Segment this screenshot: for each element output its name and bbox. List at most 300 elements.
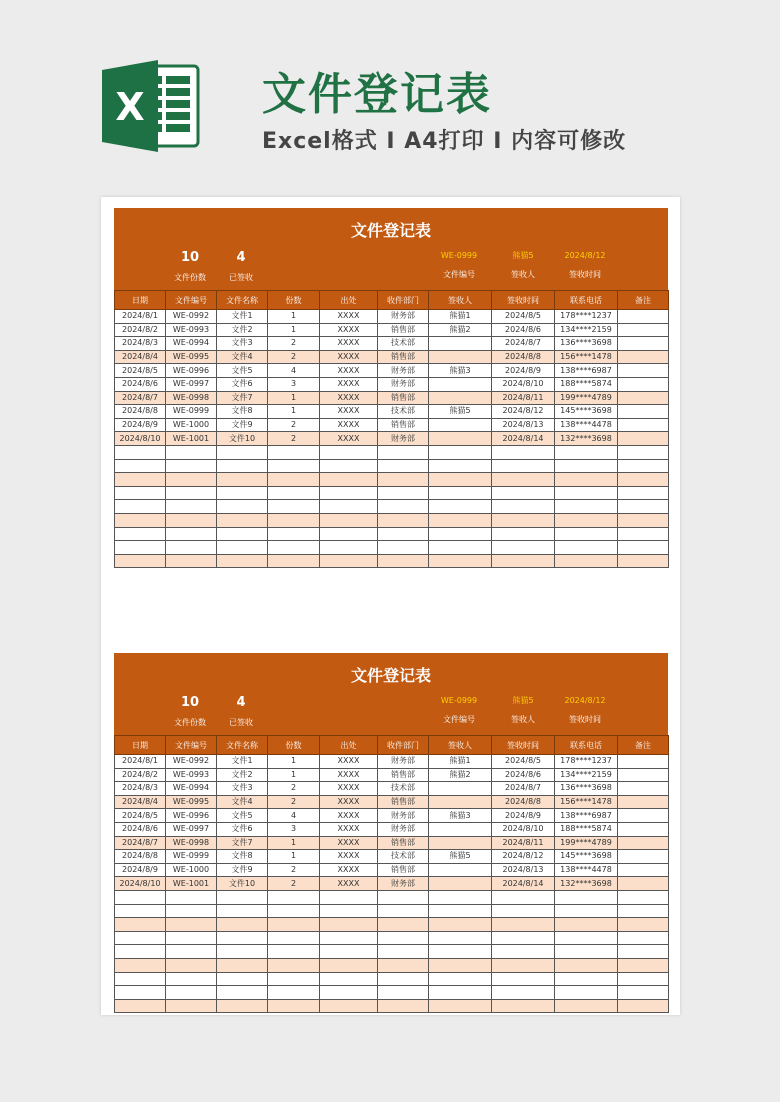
- table-cell[interactable]: [378, 459, 429, 473]
- table-cell[interactable]: WE-0994: [166, 337, 217, 351]
- table-cell[interactable]: 2024/8/4: [115, 795, 166, 809]
- table-cell[interactable]: 销售部: [378, 391, 429, 405]
- table-cell[interactable]: [166, 918, 217, 932]
- table-cell[interactable]: 2024/8/13: [492, 418, 555, 432]
- table-cell[interactable]: 132****3698: [555, 432, 618, 446]
- table-cell[interactable]: [429, 877, 492, 891]
- table-cell[interactable]: 文件5: [217, 809, 268, 823]
- table-cell[interactable]: 145****3698: [555, 405, 618, 419]
- table-cell[interactable]: [378, 958, 429, 972]
- table-cell[interactable]: [429, 836, 492, 850]
- table-cell[interactable]: [320, 931, 378, 945]
- table-cell[interactable]: WE-1000: [166, 418, 217, 432]
- table-cell[interactable]: 技术部: [378, 782, 429, 796]
- table-cell[interactable]: 199****4789: [555, 836, 618, 850]
- table-cell[interactable]: [268, 890, 320, 904]
- table-cell[interactable]: [618, 890, 669, 904]
- table-cell[interactable]: [429, 890, 492, 904]
- table-cell[interactable]: [217, 986, 268, 1000]
- table-cell[interactable]: [320, 904, 378, 918]
- table-cell[interactable]: XXXX: [320, 768, 378, 782]
- table-cell[interactable]: [429, 822, 492, 836]
- table-cell[interactable]: [217, 945, 268, 959]
- table-cell[interactable]: [217, 931, 268, 945]
- table-cell[interactable]: 财务部: [378, 364, 429, 378]
- table-cell[interactable]: [115, 445, 166, 459]
- table-cell[interactable]: [429, 945, 492, 959]
- table-cell[interactable]: 1: [268, 310, 320, 324]
- table-cell[interactable]: [115, 931, 166, 945]
- table-cell[interactable]: 2024/8/6: [492, 323, 555, 337]
- table-cell[interactable]: [320, 972, 378, 986]
- table-cell[interactable]: 销售部: [378, 836, 429, 850]
- table-cell[interactable]: 销售部: [378, 418, 429, 432]
- table-cell[interactable]: XXXX: [320, 877, 378, 891]
- table-cell[interactable]: [555, 486, 618, 500]
- table-cell[interactable]: 2024/8/2: [115, 768, 166, 782]
- table-cell[interactable]: [429, 541, 492, 555]
- table-cell[interactable]: WE-0995: [166, 795, 217, 809]
- table-cell[interactable]: [618, 310, 669, 324]
- table-cell[interactable]: 178****1237: [555, 755, 618, 769]
- table-cell[interactable]: [378, 945, 429, 959]
- table-cell[interactable]: 财务部: [378, 809, 429, 823]
- table-cell[interactable]: WE-0997: [166, 377, 217, 391]
- table-cell[interactable]: 销售部: [378, 323, 429, 337]
- table-cell[interactable]: 3: [268, 377, 320, 391]
- table-cell[interactable]: 2024/8/8: [115, 405, 166, 419]
- table-cell[interactable]: [618, 863, 669, 877]
- table-cell[interactable]: [378, 972, 429, 986]
- table-cell[interactable]: 156****1478: [555, 350, 618, 364]
- table-cell[interactable]: 财务部: [378, 822, 429, 836]
- table-cell[interactable]: [378, 918, 429, 932]
- table-cell[interactable]: 文件10: [217, 877, 268, 891]
- table-cell[interactable]: 2024/8/7: [492, 782, 555, 796]
- table-cell[interactable]: [268, 958, 320, 972]
- table-cell[interactable]: [555, 527, 618, 541]
- table-cell[interactable]: 2024/8/13: [492, 863, 555, 877]
- table-cell[interactable]: 2024/8/14: [492, 432, 555, 446]
- table-cell[interactable]: 2024/8/11: [492, 391, 555, 405]
- table-cell[interactable]: [268, 473, 320, 487]
- table-cell[interactable]: 熊猫1: [429, 310, 492, 324]
- table-cell[interactable]: [217, 958, 268, 972]
- table-cell[interactable]: [320, 541, 378, 555]
- table-cell[interactable]: WE-0999: [166, 405, 217, 419]
- table-cell[interactable]: 销售部: [378, 795, 429, 809]
- table-cell[interactable]: [268, 945, 320, 959]
- table-cell[interactable]: [618, 768, 669, 782]
- table-cell[interactable]: [320, 986, 378, 1000]
- table-cell[interactable]: WE-0992: [166, 310, 217, 324]
- table-cell[interactable]: 2024/8/1: [115, 310, 166, 324]
- table-cell[interactable]: [115, 999, 166, 1013]
- table-cell[interactable]: [492, 459, 555, 473]
- table-cell[interactable]: [618, 904, 669, 918]
- table-cell[interactable]: [268, 554, 320, 568]
- table-cell[interactable]: [492, 486, 555, 500]
- table-cell[interactable]: [378, 527, 429, 541]
- table-cell[interactable]: 2024/8/5: [492, 310, 555, 324]
- table-cell[interactable]: [492, 513, 555, 527]
- table-cell[interactable]: [618, 945, 669, 959]
- table-cell[interactable]: [429, 350, 492, 364]
- table-cell[interactable]: 4: [268, 364, 320, 378]
- table-cell[interactable]: [115, 459, 166, 473]
- table-cell[interactable]: 1: [268, 405, 320, 419]
- table-cell[interactable]: 2024/8/10: [115, 877, 166, 891]
- table-cell[interactable]: 2: [268, 337, 320, 351]
- table-cell[interactable]: [618, 822, 669, 836]
- table-cell[interactable]: 熊猫5: [429, 405, 492, 419]
- table-cell[interactable]: WE-0993: [166, 323, 217, 337]
- table-cell[interactable]: [166, 972, 217, 986]
- table-cell[interactable]: WE-0995: [166, 350, 217, 364]
- table-cell[interactable]: 3: [268, 822, 320, 836]
- table-cell[interactable]: [115, 918, 166, 932]
- table-cell[interactable]: [618, 931, 669, 945]
- table-cell[interactable]: 1: [268, 755, 320, 769]
- table-cell[interactable]: [166, 445, 217, 459]
- table-cell[interactable]: 2024/8/5: [115, 364, 166, 378]
- table-cell[interactable]: 文件6: [217, 822, 268, 836]
- table-cell[interactable]: [268, 904, 320, 918]
- table-cell[interactable]: XXXX: [320, 863, 378, 877]
- table-cell[interactable]: 1: [268, 836, 320, 850]
- table-cell[interactable]: [618, 459, 669, 473]
- table-cell[interactable]: 2024/8/9: [492, 809, 555, 823]
- table-cell[interactable]: XXXX: [320, 755, 378, 769]
- table-cell[interactable]: [217, 999, 268, 1013]
- table-cell[interactable]: 199****4789: [555, 391, 618, 405]
- table-cell[interactable]: 2024/8/11: [492, 836, 555, 850]
- table-cell[interactable]: [555, 554, 618, 568]
- table-cell[interactable]: 2024/8/5: [492, 755, 555, 769]
- table-cell[interactable]: 文件1: [217, 755, 268, 769]
- table-cell[interactable]: [555, 890, 618, 904]
- table-cell[interactable]: [555, 931, 618, 945]
- table-cell[interactable]: [378, 473, 429, 487]
- table-cell[interactable]: WE-0998: [166, 391, 217, 405]
- table-cell[interactable]: [492, 890, 555, 904]
- table-cell[interactable]: 文件9: [217, 863, 268, 877]
- table-cell[interactable]: [166, 513, 217, 527]
- table-cell[interactable]: 文件3: [217, 337, 268, 351]
- table-cell[interactable]: XXXX: [320, 310, 378, 324]
- table-cell[interactable]: XXXX: [320, 782, 378, 796]
- table-cell[interactable]: 2024/8/8: [492, 795, 555, 809]
- table-cell[interactable]: [555, 972, 618, 986]
- table-cell[interactable]: 熊猫5: [429, 850, 492, 864]
- table-cell[interactable]: XXXX: [320, 836, 378, 850]
- table-cell[interactable]: 财务部: [378, 755, 429, 769]
- table-cell[interactable]: [378, 445, 429, 459]
- table-cell[interactable]: 2024/8/2: [115, 323, 166, 337]
- table-cell[interactable]: 技术部: [378, 850, 429, 864]
- table-cell[interactable]: 2024/8/9: [492, 364, 555, 378]
- table-cell[interactable]: XXXX: [320, 377, 378, 391]
- table-cell[interactable]: [429, 527, 492, 541]
- table-cell[interactable]: [618, 513, 669, 527]
- table-cell[interactable]: [320, 486, 378, 500]
- table-cell[interactable]: [618, 350, 669, 364]
- table-cell[interactable]: 2024/8/9: [115, 418, 166, 432]
- table-cell[interactable]: [429, 863, 492, 877]
- table-cell[interactable]: [268, 931, 320, 945]
- table-cell[interactable]: [268, 999, 320, 1013]
- table-cell[interactable]: 1: [268, 850, 320, 864]
- table-cell[interactable]: [429, 986, 492, 1000]
- table-cell[interactable]: [492, 945, 555, 959]
- table-cell[interactable]: [320, 999, 378, 1013]
- table-cell[interactable]: [429, 904, 492, 918]
- table-cell[interactable]: [618, 337, 669, 351]
- table-cell[interactable]: 2024/8/10: [115, 432, 166, 446]
- table-cell[interactable]: 1: [268, 768, 320, 782]
- table-cell[interactable]: [320, 459, 378, 473]
- table-cell[interactable]: [115, 945, 166, 959]
- table-cell[interactable]: [217, 904, 268, 918]
- table-cell[interactable]: 财务部: [378, 432, 429, 446]
- table-cell[interactable]: [492, 918, 555, 932]
- table-cell[interactable]: 技术部: [378, 405, 429, 419]
- table-cell[interactable]: 销售部: [378, 768, 429, 782]
- table-cell[interactable]: [115, 500, 166, 514]
- table-cell[interactable]: 文件2: [217, 768, 268, 782]
- table-cell[interactable]: [320, 945, 378, 959]
- table-cell[interactable]: [166, 999, 217, 1013]
- table-cell[interactable]: 2: [268, 877, 320, 891]
- table-cell[interactable]: [166, 486, 217, 500]
- table-cell[interactable]: 138****6987: [555, 809, 618, 823]
- table-cell[interactable]: [429, 972, 492, 986]
- table-cell[interactable]: [115, 527, 166, 541]
- table-cell[interactable]: [429, 782, 492, 796]
- table-cell[interactable]: [618, 432, 669, 446]
- table-cell[interactable]: 文件8: [217, 405, 268, 419]
- table-cell[interactable]: [492, 473, 555, 487]
- table-cell[interactable]: XXXX: [320, 364, 378, 378]
- table-cell[interactable]: [115, 513, 166, 527]
- table-cell[interactable]: 2024/8/10: [492, 822, 555, 836]
- table-cell[interactable]: 文件3: [217, 782, 268, 796]
- table-cell[interactable]: [217, 890, 268, 904]
- table-cell[interactable]: [429, 918, 492, 932]
- table-cell[interactable]: [555, 904, 618, 918]
- table-cell[interactable]: [115, 972, 166, 986]
- table-cell[interactable]: [429, 459, 492, 473]
- table-cell[interactable]: [618, 782, 669, 796]
- table-cell[interactable]: WE-1001: [166, 432, 217, 446]
- table-cell[interactable]: [492, 972, 555, 986]
- table-cell[interactable]: [555, 541, 618, 555]
- table-cell[interactable]: 2024/8/10: [492, 377, 555, 391]
- table-cell[interactable]: 2024/8/6: [492, 768, 555, 782]
- table-cell[interactable]: 财务部: [378, 310, 429, 324]
- table-cell[interactable]: 2024/8/8: [492, 350, 555, 364]
- table-cell[interactable]: [217, 445, 268, 459]
- table-cell[interactable]: [217, 541, 268, 555]
- table-cell[interactable]: [217, 918, 268, 932]
- table-cell[interactable]: [555, 513, 618, 527]
- table-cell[interactable]: [618, 877, 669, 891]
- table-cell[interactable]: [618, 500, 669, 514]
- table-cell[interactable]: [115, 541, 166, 555]
- table-cell[interactable]: 145****3698: [555, 850, 618, 864]
- table-cell[interactable]: [618, 391, 669, 405]
- table-cell[interactable]: 熊猫1: [429, 755, 492, 769]
- table-cell[interactable]: [618, 836, 669, 850]
- table-cell[interactable]: 文件4: [217, 795, 268, 809]
- table-cell[interactable]: [115, 486, 166, 500]
- table-cell[interactable]: [268, 541, 320, 555]
- table-cell[interactable]: [429, 486, 492, 500]
- table-cell[interactable]: 136****3698: [555, 337, 618, 351]
- table-cell[interactable]: 财务部: [378, 877, 429, 891]
- table-cell[interactable]: XXXX: [320, 405, 378, 419]
- table-cell[interactable]: 熊猫3: [429, 364, 492, 378]
- table-cell[interactable]: [429, 377, 492, 391]
- table-cell[interactable]: 138****4478: [555, 863, 618, 877]
- table-cell[interactable]: 1: [268, 391, 320, 405]
- table-cell[interactable]: [378, 986, 429, 1000]
- table-cell[interactable]: [166, 945, 217, 959]
- table-cell[interactable]: [618, 554, 669, 568]
- table-cell[interactable]: [378, 486, 429, 500]
- table-cell[interactable]: [378, 513, 429, 527]
- table-cell[interactable]: XXXX: [320, 350, 378, 364]
- table-cell[interactable]: [268, 486, 320, 500]
- table-cell[interactable]: [555, 958, 618, 972]
- table-cell[interactable]: 2: [268, 782, 320, 796]
- table-cell[interactable]: [429, 554, 492, 568]
- table-cell[interactable]: [166, 500, 217, 514]
- table-cell[interactable]: [268, 445, 320, 459]
- table-cell[interactable]: [555, 945, 618, 959]
- table-cell[interactable]: XXXX: [320, 795, 378, 809]
- table-cell[interactable]: 134****2159: [555, 768, 618, 782]
- table-cell[interactable]: [618, 755, 669, 769]
- table-cell[interactable]: 2024/8/7: [115, 836, 166, 850]
- table-cell[interactable]: 文件6: [217, 377, 268, 391]
- table-cell[interactable]: 财务部: [378, 377, 429, 391]
- table-cell[interactable]: [492, 958, 555, 972]
- table-cell[interactable]: [320, 500, 378, 514]
- table-cell[interactable]: 2024/8/3: [115, 337, 166, 351]
- table-cell[interactable]: WE-0998: [166, 836, 217, 850]
- table-cell[interactable]: [378, 999, 429, 1013]
- table-cell[interactable]: [320, 445, 378, 459]
- table-cell[interactable]: [320, 958, 378, 972]
- table-cell[interactable]: [378, 904, 429, 918]
- table-cell[interactable]: [429, 473, 492, 487]
- table-cell[interactable]: XXXX: [320, 323, 378, 337]
- table-cell[interactable]: 2024/8/12: [492, 850, 555, 864]
- table-cell[interactable]: XXXX: [320, 850, 378, 864]
- table-cell[interactable]: [492, 541, 555, 555]
- table-cell[interactable]: [618, 918, 669, 932]
- table-cell[interactable]: WE-0996: [166, 809, 217, 823]
- table-cell[interactable]: [320, 473, 378, 487]
- table-cell[interactable]: [618, 486, 669, 500]
- table-cell[interactable]: [378, 500, 429, 514]
- table-cell[interactable]: 1: [268, 323, 320, 337]
- table-cell[interactable]: [555, 445, 618, 459]
- table-cell[interactable]: [268, 972, 320, 986]
- table-cell[interactable]: WE-0997: [166, 822, 217, 836]
- table-cell[interactable]: [268, 527, 320, 541]
- table-cell[interactable]: [320, 890, 378, 904]
- table-cell[interactable]: [429, 500, 492, 514]
- table-cell[interactable]: 138****6987: [555, 364, 618, 378]
- table-cell[interactable]: 2: [268, 350, 320, 364]
- table-cell[interactable]: [429, 958, 492, 972]
- table-cell[interactable]: 136****3698: [555, 782, 618, 796]
- table-cell[interactable]: WE-1000: [166, 863, 217, 877]
- table-cell[interactable]: [492, 527, 555, 541]
- table-cell[interactable]: [268, 500, 320, 514]
- table-cell[interactable]: [429, 795, 492, 809]
- table-cell[interactable]: XXXX: [320, 337, 378, 351]
- table-cell[interactable]: [555, 500, 618, 514]
- table-cell[interactable]: 2024/8/5: [115, 809, 166, 823]
- table-cell[interactable]: [555, 459, 618, 473]
- table-cell[interactable]: 2024/8/6: [115, 377, 166, 391]
- table-cell[interactable]: [618, 795, 669, 809]
- table-cell[interactable]: 2024/8/6: [115, 822, 166, 836]
- table-cell[interactable]: [618, 473, 669, 487]
- table-cell[interactable]: 4: [268, 809, 320, 823]
- table-cell[interactable]: WE-1001: [166, 877, 217, 891]
- table-cell[interactable]: [618, 972, 669, 986]
- table-cell[interactable]: [492, 931, 555, 945]
- table-cell[interactable]: 2024/8/7: [492, 337, 555, 351]
- table-cell[interactable]: 2024/8/3: [115, 782, 166, 796]
- table-cell[interactable]: 文件5: [217, 364, 268, 378]
- table-cell[interactable]: 2024/8/9: [115, 863, 166, 877]
- table-cell[interactable]: [618, 986, 669, 1000]
- table-cell[interactable]: [268, 513, 320, 527]
- table-cell[interactable]: 文件8: [217, 850, 268, 864]
- table-cell[interactable]: [555, 918, 618, 932]
- table-cell[interactable]: [115, 473, 166, 487]
- table-cell[interactable]: [492, 445, 555, 459]
- table-cell[interactable]: [217, 554, 268, 568]
- table-cell[interactable]: [378, 541, 429, 555]
- table-cell[interactable]: 134****2159: [555, 323, 618, 337]
- table-cell[interactable]: [378, 554, 429, 568]
- table-cell[interactable]: 2: [268, 863, 320, 877]
- table-cell[interactable]: 技术部: [378, 337, 429, 351]
- table-cell[interactable]: 2024/8/7: [115, 391, 166, 405]
- table-cell[interactable]: XXXX: [320, 432, 378, 446]
- table-cell[interactable]: [217, 527, 268, 541]
- table-cell[interactable]: 2024/8/1: [115, 755, 166, 769]
- table-cell[interactable]: [166, 890, 217, 904]
- table-cell[interactable]: 文件4: [217, 350, 268, 364]
- table-cell[interactable]: [618, 850, 669, 864]
- table-cell[interactable]: WE-0992: [166, 755, 217, 769]
- table-cell[interactable]: 熊猫2: [429, 768, 492, 782]
- table-cell[interactable]: [429, 418, 492, 432]
- table-cell[interactable]: [320, 554, 378, 568]
- table-cell[interactable]: [166, 459, 217, 473]
- table-cell[interactable]: [320, 918, 378, 932]
- table-cell[interactable]: [268, 986, 320, 1000]
- table-cell[interactable]: 文件7: [217, 391, 268, 405]
- table-cell[interactable]: [429, 513, 492, 527]
